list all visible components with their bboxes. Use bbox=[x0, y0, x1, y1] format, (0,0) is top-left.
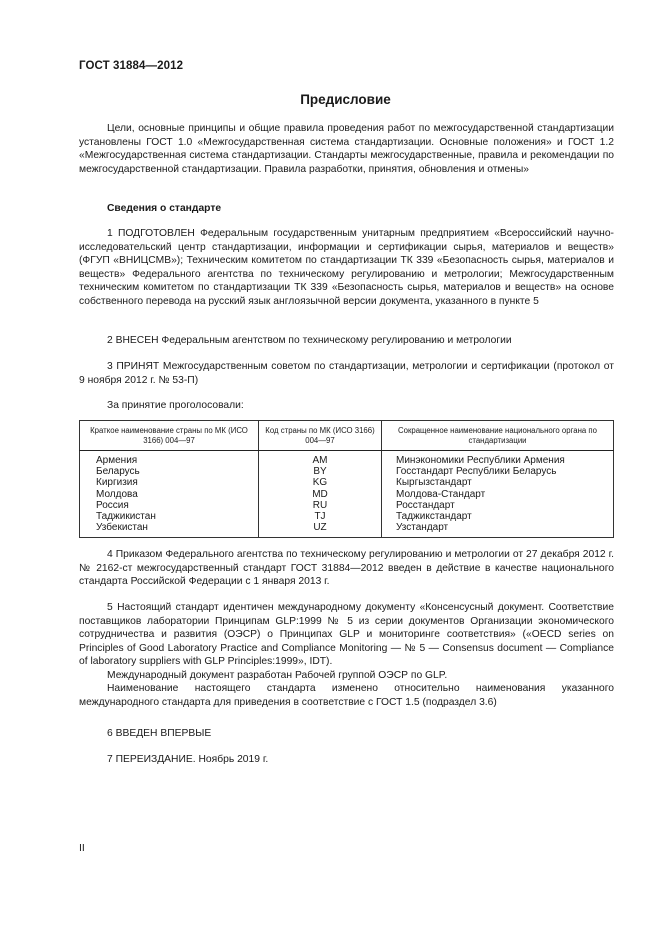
table-header-row bbox=[80, 421, 614, 451]
body-cell: Минэкономики Республики Армения bbox=[382, 451, 614, 467]
code-cell: UZ bbox=[259, 522, 382, 538]
page-title: Предисловие bbox=[300, 92, 391, 107]
table-row bbox=[80, 477, 614, 488]
item-5-paragraph: 5 Настоящий стандарт идентичен международному документу «Консенсусный документ. Соответствие поставщиков лаборатории Принципам GLP:1999 № 5 из серии документов Организации экономического сотрудничества и развития (ОЭСР) о Принципах GLP и мониторинге соответствия» («OECD series on Principles of Good Laboratory Practice and Compliance Monitoring — № 5 — Consensus document — Compliance of laboratory suppliers with GLP Principles:1999», IDT). bbox=[79, 602, 614, 667]
item-4-paragraph: 4 Приказом Федерального агентства по техническому регулированию и метрологии от 27 декабря 2012 г. № 2162-ст межгосударственный стандарт ГОСТ 31884—2012 введен в действие в качестве национального стандарта Российской Федерации с 1 января 2013 г. bbox=[79, 549, 614, 587]
body-cell: Таджикстандарт bbox=[382, 511, 614, 522]
item-6-block bbox=[79, 727, 614, 741]
code-cell: AM bbox=[259, 451, 382, 467]
intro-block bbox=[79, 122, 614, 176]
country-cell: Молдова bbox=[80, 489, 259, 500]
column-header-body: Сокращенное наименование национального органа по стандартизации bbox=[382, 421, 614, 451]
table-row bbox=[80, 451, 614, 467]
voted-block bbox=[79, 399, 614, 413]
table-row bbox=[80, 511, 614, 522]
table-row bbox=[80, 500, 614, 511]
item-7-block bbox=[79, 753, 614, 767]
country-cell: Россия bbox=[80, 500, 259, 511]
body-cell: Кыргызстандарт bbox=[382, 477, 614, 488]
voted-label: За принятие проголосовали: bbox=[107, 400, 244, 411]
body-cell: Узстандарт bbox=[382, 522, 614, 538]
section-heading: Сведения о стандарте bbox=[107, 203, 222, 214]
item-7-paragraph: 7 ПЕРЕИЗДАНИЕ. Ноябрь 2019 г. bbox=[107, 754, 269, 765]
code-cell: MD bbox=[259, 489, 382, 500]
item-4-block bbox=[79, 548, 614, 589]
page-number: II bbox=[79, 842, 85, 854]
item-5-note: Международный документ разработан Рабочей группой ОЭСР по GLP. bbox=[107, 669, 448, 681]
table-row bbox=[80, 466, 614, 477]
item-6-paragraph: 6 ВВЕДЕН ВПЕРВЫЕ bbox=[107, 728, 212, 739]
item-2-block bbox=[79, 334, 614, 348]
code-cell: TJ bbox=[259, 511, 382, 522]
body-cell: Госстандарт Республики Беларусь bbox=[382, 466, 614, 477]
item-3-block bbox=[79, 360, 614, 387]
table-row bbox=[80, 522, 614, 538]
document-code: ГОСТ 31884—2012 bbox=[79, 60, 184, 72]
code-cell: RU bbox=[259, 500, 382, 511]
item-2-paragraph: 2 ВНЕСЕН Федеральным агентством по техническому регулированию и метрологии bbox=[107, 335, 512, 346]
country-cell: Киргизия bbox=[80, 477, 259, 488]
body-cell: Росстандарт bbox=[382, 500, 614, 511]
item-1-block bbox=[79, 227, 614, 308]
voting-table bbox=[79, 420, 614, 538]
code-cell: KG bbox=[259, 477, 382, 488]
country-cell: Узбекистан bbox=[80, 522, 259, 538]
column-header-code: Код страны по МК (ИСО 3166) 004—97 bbox=[259, 421, 382, 451]
column-header-country: Краткое наименование страны по МК (ИСО 3166) 004—97 bbox=[80, 421, 259, 451]
table-row bbox=[80, 489, 614, 500]
item-5-rename-note: Наименование настоящего стандарта изменено относительно наименования указанного международного стандарта для приведения в соответствие с ГОСТ 1.5 (подраздел 3.6) bbox=[79, 683, 614, 708]
country-cell: Армения bbox=[80, 451, 259, 467]
country-cell: Беларусь bbox=[80, 466, 259, 477]
item-3-paragraph: 3 ПРИНЯТ Межгосударственным советом по стандартизации, метрологии и сертификации (протокол от 9 ноября 2012 г. № 53-П) bbox=[79, 361, 614, 386]
intro-paragraph: Цели, основные принципы и общие правила проведения работ по межгосударственной стандартизации установлены ГОСТ 1.0 «Межгосударственная система стандартизации. Основные положения» и ГОСТ 1.2 «Межгосударственная система стандартизации. Стандарты межгосударственные, правила и рекомендации по межгосударственной стандартизации. Правила разработки, принятия, обновления и отмены» bbox=[79, 123, 614, 175]
code-cell: BY bbox=[259, 466, 382, 477]
item-5-block bbox=[79, 601, 614, 709]
country-cell: Таджикистан bbox=[80, 511, 259, 522]
item-1-paragraph: 1 ПОДГОТОВЛЕН Федеральным государственным унитарным предприятием «Всероссийский научно-исследовательский центр стандартизации, информации и сертификации сырья, материалов и веществ» (ФГУП «ВНИЦСМВ»); Техническим комитетом по стандартизации ТК 339 «Безопасность сырья, материалов и веществ» Федерального агентства по техническому регулированию и метрологии; Межгосударственным техническим комитетом по стандартизации ТК 339 «Безопасность сырья, материалов и веществ» на основе собственного перевода на русский язык англоязычной версии документа, указанного в пункте 5 bbox=[79, 228, 614, 307]
body-cell: Молдова-Стандарт bbox=[382, 489, 614, 500]
